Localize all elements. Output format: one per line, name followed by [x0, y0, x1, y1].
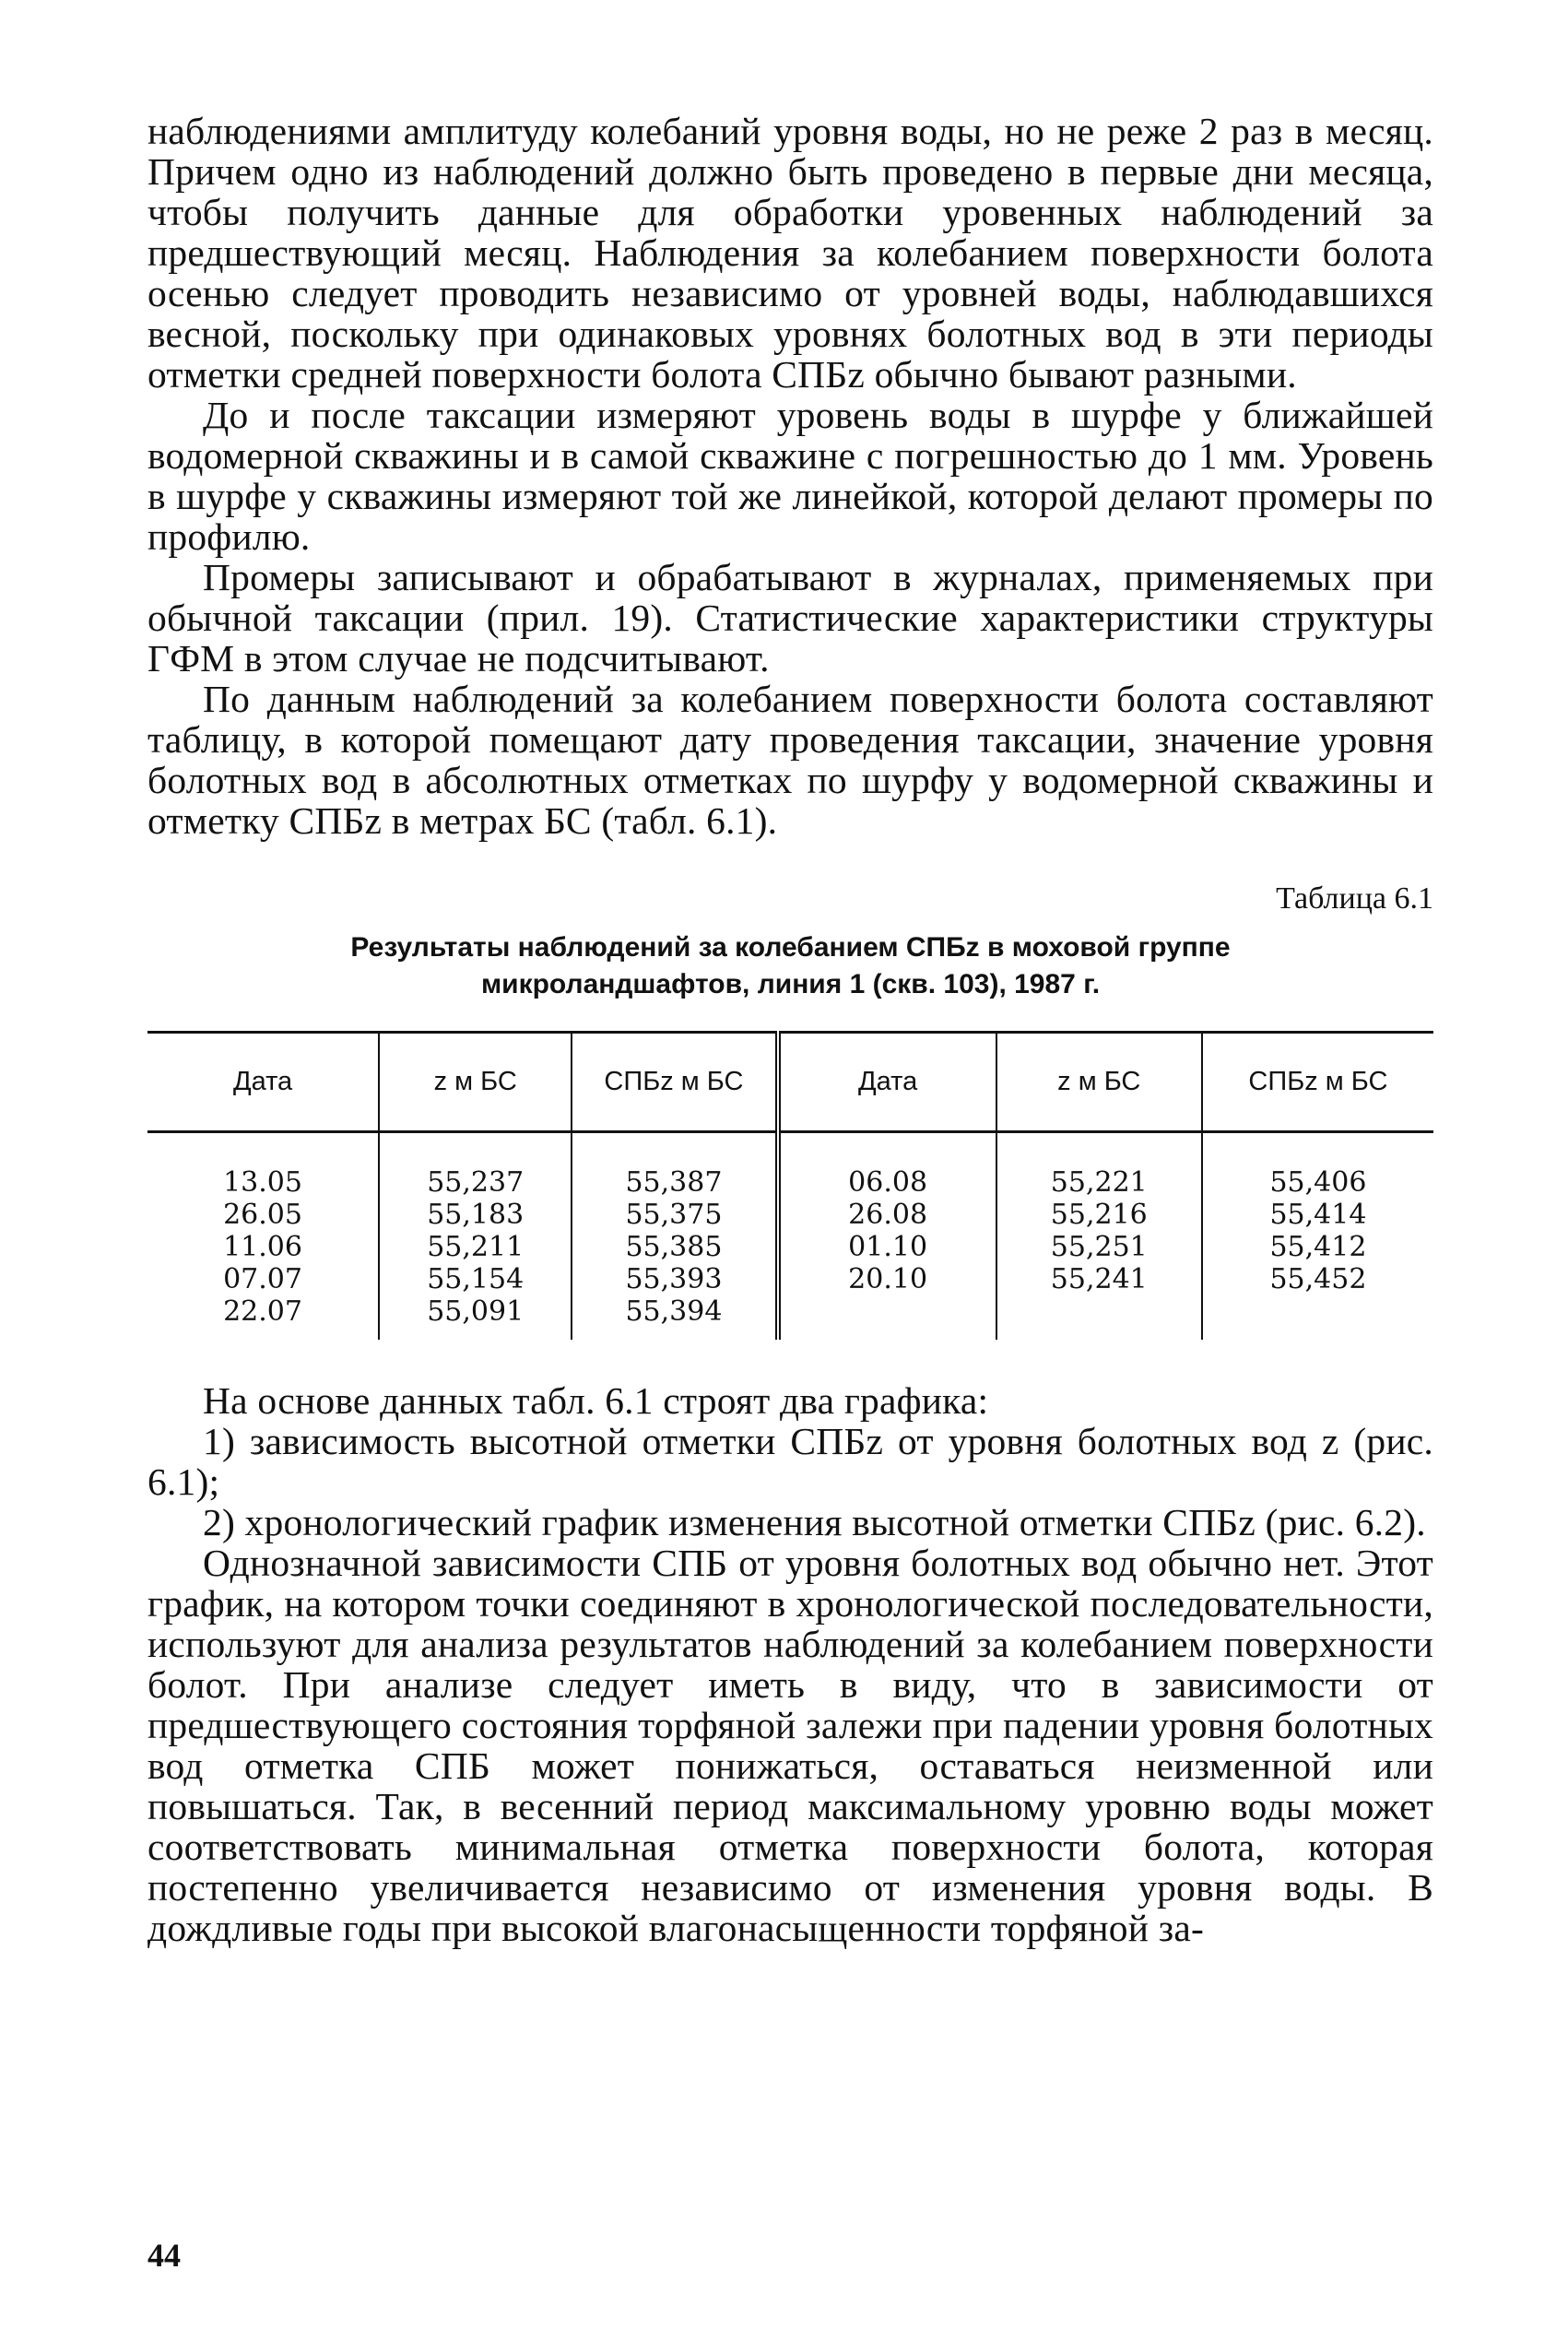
col-z-left: [379, 1132, 572, 1340]
table-cell: 55,221: [1050, 1166, 1148, 1199]
table-cell: 07.07: [223, 1263, 302, 1295]
header-spb-1: СПБz м БС: [572, 1033, 777, 1132]
paragraph-5: На основе данных табл. 6.1 строят два графика:: [203, 1378, 989, 1422]
table-cell: 55,393: [625, 1263, 723, 1295]
table-title-line-1: Результаты наблюдений за колебанием СПБz в моховой группе: [350, 932, 1231, 963]
table-cell: 55,211: [427, 1231, 525, 1263]
col-dates-right: [778, 1132, 996, 1340]
header-date-1: Дата: [147, 1033, 379, 1132]
table-cell: 55,251: [1050, 1231, 1148, 1263]
table-cell: 55,091: [427, 1295, 525, 1328]
table-cell: 55,216: [1050, 1199, 1148, 1231]
page-number: 44: [147, 2237, 181, 2274]
table-cell: 55,452: [1269, 1263, 1367, 1295]
paragraph-3: Промеры записывают и обрабатывают в журналах, применяемых при обычной таксации (прил. 19). Статистические характеристики структуры ГФМ в этом случае не подсчитывают.: [147, 556, 1433, 680]
list-item-2: 2) хронологический график изменения высотной отметки СПБz (рис. 6.2).: [203, 1500, 1426, 1543]
col-spb-left: [572, 1132, 777, 1340]
table-cell: 55,394: [625, 1295, 723, 1328]
table-cell: 55,387: [625, 1166, 723, 1199]
table-cell: 11.06: [223, 1231, 302, 1263]
table-cell: 26.08: [848, 1199, 928, 1231]
table-cell: 55,385: [625, 1231, 723, 1263]
col-dates-left: [147, 1132, 379, 1340]
paragraph-4: По данным наблюдений за колебанием поверхности болота составляют таблицу, в которой помещают дату проведения таксации, значение уровня болотных вод в абсолютных отметках по шурфу у водомерной скважины и отметку СПБz в метрах БС (табл. 6.1).: [147, 678, 1433, 842]
header-date-2: Дата: [778, 1033, 996, 1132]
table-cell: 13.05: [223, 1166, 302, 1199]
table-cell: 55,406: [1269, 1166, 1367, 1199]
header-z-1: z м БС: [379, 1033, 572, 1132]
observations-table: [147, 1031, 1433, 1340]
table-cell: 55,154: [427, 1263, 525, 1295]
page-body: [147, 111, 1433, 1948]
col-spb-right: [1202, 1132, 1433, 1340]
paragraph-2: До и после таксации измеряют уровень воды в шурфе у ближайшей водомерной скважины и в самой скважине с погрешностью до 1 мм. Уровень в шурфе у скважины измеряют той же линейкой, которой делают промеры по профилю.: [147, 394, 1433, 558]
table-cell: 55,237: [427, 1166, 525, 1199]
table-cell: 55,183: [427, 1199, 525, 1231]
table-cell: 55,412: [1269, 1231, 1367, 1263]
table-cell: 55,414: [1269, 1199, 1367, 1231]
table-cell: 55,375: [625, 1199, 723, 1231]
paragraph-6: Однозначной зависимости СПБ от уровня болотных вод обычно нет. Этот график, на котором точки соединяют в хронологической последовательности, используют для анализа результатов наблюдений за колебанием поверхности болот. При анализе следует иметь в виду, что в зависимости от предшествующего состояния торфяной залежи при падении уровня болотных вод отметка СПБ может понижаться, оставаться неизменной или повышаться. Так, в весенний период максимальному уровню воды может соответствовать минимальная отметка поверхности болота, которая постепенно увеличивается независимо от изменения уровня воды. В дождливые годы при высокой влагонасыщенности торфяной за-: [147, 1541, 1433, 1949]
header-spb-2: СПБz м БС: [1202, 1033, 1433, 1132]
table-cell: 06.08: [848, 1166, 928, 1199]
table-label: Таблица 6.1: [1276, 881, 1433, 916]
table-cell: 20.10: [848, 1263, 928, 1295]
list-item-1: 1) зависимость высотной отметки СПБz от уровня болотных вод z (рис. 6.1);: [147, 1419, 1433, 1503]
table-title: [147, 929, 1433, 1003]
header-z-2: z м БС: [996, 1033, 1202, 1132]
table-cell: 22.07: [223, 1295, 302, 1328]
table-cell: 55,241: [1050, 1263, 1148, 1295]
col-z-right: [996, 1132, 1202, 1340]
table-title-line-2: микроландшафтов, линия 1 (скв. 103), 1987 г.: [480, 969, 1101, 999]
table-cell: 01.10: [848, 1231, 928, 1263]
table-cell: 26.05: [223, 1199, 302, 1231]
paragraph-1: наблюдениями амплитуду колебаний уровня воды, но не реже 2 раз в месяц. Причем одно из наблюдений должно быть проведено в первые дни месяца, чтобы получить данные для обработки уровенных наблюдений за предшествующий месяц. Наблюдения за колебанием поверхности болота осенью следует проводить независимо от уровней воды, наблюдавшихся весной, поскольку при одинаковых уровнях болотных вод в эти периоды отметки средней поверхности болота СПБz обычно бывают разными.: [147, 110, 1433, 396]
